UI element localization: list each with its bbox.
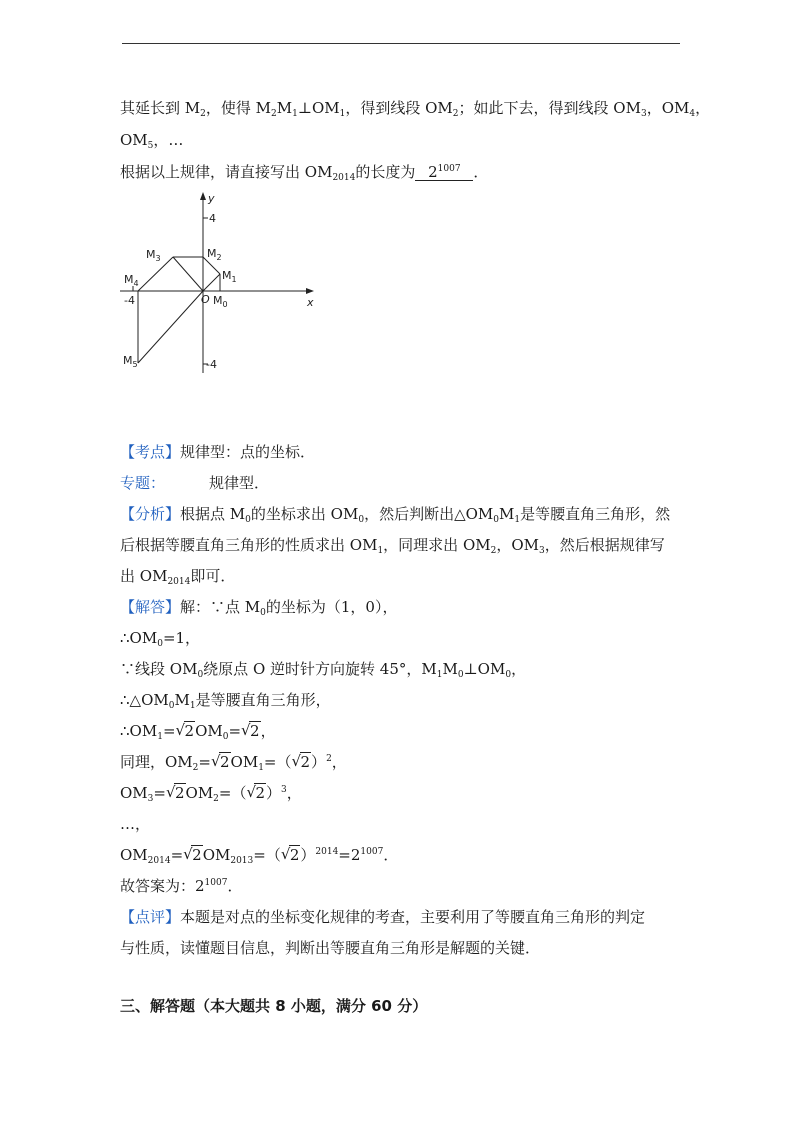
- tick-label-neg4-x: -4: [124, 294, 135, 307]
- kaodian-line: 【考点】规律型：点的坐标．: [120, 443, 316, 461]
- fenxi-tag: 【分析】: [120, 505, 181, 523]
- y-axis-arrow: [200, 192, 206, 200]
- jieda-line-3: ∵线段 $OM_0$绕原点 O 逆时针方向旋转 45°，$M_1M_0\perp OM_0$，: [120, 660, 527, 680]
- jieda-line-2: $\therefore OM_0=1$，: [120, 629, 201, 649]
- problem-line-1: 其延长到 $M_2$，使得 $M_2M_1\perp OM_1$，得到线段 $OM_2$；如此下去，得到线段 $OM_3$，$OM_4$，: [120, 99, 711, 119]
- sqrt-symbol: √ 2: [291, 752, 311, 771]
- tick-label-neg4-y: -4: [206, 358, 217, 371]
- zhuanti-line: 专题： 规律型．: [120, 474, 270, 492]
- problem-line-2: $OM_5$，…: [120, 131, 184, 151]
- kaodian-tag: 【考点】: [120, 443, 181, 461]
- sqrt-symbol: √ 2: [280, 845, 300, 864]
- fenxi-line-3: 出 $OM_{2014}$即可．: [120, 567, 236, 587]
- label-m0: $M_0$: [213, 294, 228, 309]
- label-m5: $M_5$: [123, 354, 138, 369]
- tick-label-4: 4: [209, 212, 216, 225]
- section-heading: 三、解答题（本大题共 8 小题，满分 60 分）: [120, 997, 428, 1015]
- dianping-tag: 【点评】: [120, 908, 181, 926]
- problem-line-3: 根据以上规律，请直接写出 $OM_{2014}$的长度为 $2^{1007}$ ．: [120, 163, 489, 183]
- jieda-line-10: 故答案为：$2^{1007}$．: [120, 877, 243, 895]
- sqrt-symbol: √ 2: [165, 783, 185, 802]
- label-m1: $M_1$: [222, 269, 237, 284]
- jieda-line-9: $OM_{2014}=$ √ $2OM_{2013}=$（ √ $2)^{2014}=2^{1007}$．: [120, 845, 399, 866]
- dianping-line-1: 【点评】本题是对点的坐标变化规律的考查，主要利用了等腰直角三角形的判定: [120, 908, 646, 926]
- label-m3: $M_3$: [146, 248, 161, 263]
- zhuanti-tag: 专题：: [120, 474, 166, 492]
- jieda-line-4: $\therefore\triangle OM_0M_1$是等腰直角三角形，: [120, 691, 331, 711]
- x-axis-label: x: [307, 296, 314, 309]
- sqrt-symbol: √ 2: [210, 752, 230, 771]
- header-rule: [122, 43, 680, 44]
- jieda-tag: 【解答】: [120, 598, 181, 616]
- jieda-line-8: …，: [120, 815, 151, 833]
- origin-label: O: [201, 293, 210, 306]
- dianping-line-2: 与性质，读懂题目信息，判断出等腰直角三角形是解题的关键．: [120, 939, 541, 957]
- label-m4: $M_4$: [124, 273, 139, 288]
- jieda-line-7: $OM_3=$ √ $2OM_2=$（ √ 2）$^3$，: [120, 783, 302, 804]
- jieda-line-5: $\therefore OM_1=$ √ $2OM_0=$ √ 2，: [120, 721, 276, 742]
- fenxi-line-2: 后根据等腰直角三角形的性质求出 $OM_1$，同理求出 $OM_2$，$OM_3$，然后根据规律写: [120, 536, 665, 556]
- sqrt-symbol: √ 2: [175, 721, 195, 740]
- sqrt-symbol: √ 2: [246, 783, 266, 802]
- jieda-line-1: 【解答】解：∵点 $M_0$的坐标为（1，0），: [120, 598, 398, 618]
- coordinate-figure: [118, 188, 328, 378]
- sqrt-symbol: √ 2: [183, 845, 202, 864]
- jieda-line-6: 同理，$OM_2=$ √ $2OM_1=$（ √ 2）$^2$，: [120, 752, 347, 773]
- label-m2: $M_2$: [207, 247, 222, 262]
- fenxi-line-1: 【分析】根据点 $M_0$的坐标求出 $OM_0$，然后判断出$\triangle OM_0M_1$是等腰直角三角形，然: [120, 505, 671, 525]
- sqrt-symbol: √ 2: [241, 721, 260, 740]
- x-axis-arrow: [306, 288, 314, 294]
- y-axis-label: y: [208, 192, 215, 205]
- answer-blank: $2^{1007}$: [415, 164, 473, 181]
- spiral-lines: [138, 257, 220, 363]
